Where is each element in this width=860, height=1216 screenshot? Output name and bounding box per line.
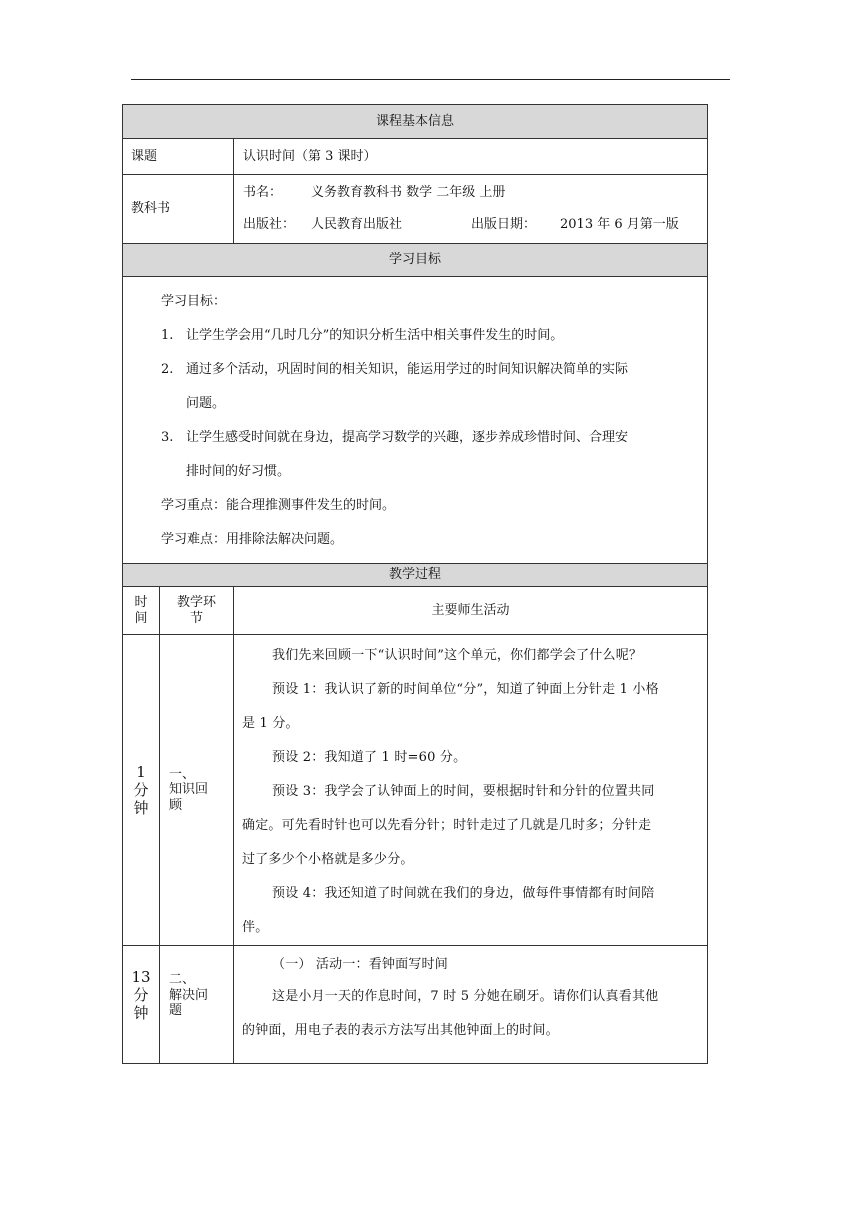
pub-date-value: 2013 年 6 月第一版 [560,217,679,232]
step-header-line: 节 [189,610,203,626]
objective-continuation: 排时间的好习惯。 [186,464,291,479]
time-column-header [123,587,160,635]
textbook-label: 教科书 [123,175,234,244]
book-name-row [243,177,707,209]
activity-line: 预设 4：我还知道了时间就在我们的身边，做每件事情都有时间陪 [272,886,655,901]
activity-line: 过了多少个小格就是多少分。 [242,852,414,867]
activity-line: 预设 2：我知道了 1 时=60 分。 [272,750,467,765]
step-text: 顾 [169,797,183,813]
objective-item [161,319,707,353]
objective-text: 通过多个活动，巩固时间的相关知识，能运用学过的时间知识解决简单的实际 [186,362,629,377]
difficulty-point: 学习难点：用排除法解决问题。 [161,532,344,547]
publisher-row [243,209,707,241]
process-heading: 教学过程 [123,564,708,587]
topic-label: 课题 [123,139,234,175]
objective-item [161,421,707,455]
duration-text: 13 [131,968,151,986]
time-header-line: 时 [134,594,148,610]
publisher-label: 出版社： [243,217,296,232]
activity-line: 预设 1：我认识了新的时间单位“分”，知道了钟面上分针走 1 小格 [272,682,659,697]
objective-number: 3. [161,430,174,445]
activity-subheading: （一） 活动一：看钟面写时间 [272,957,448,972]
activity-column-header: 主要师生活动 [234,587,708,635]
pub-date-label: 出版日期： [471,217,537,232]
step-text: 题 [169,1003,183,1019]
topic-value: 认识时间（第 3 课时） [234,139,708,175]
duration-text: 分 [133,781,149,799]
objectives-heading: 学习目标 [123,244,708,277]
objectives-intro: 学习目标： [161,294,227,309]
header-rule [131,79,730,80]
step-cell [160,635,234,946]
activity-line: 预设 3：我学会了认钟面上的时间，要根据时针和分针的位置共同 [272,784,655,799]
duration-text: 钟 [133,799,149,817]
lesson-plan-table [122,104,708,1064]
objective-item [161,353,707,387]
activity-line: 确定。可先看时针也可以先看分针；时针走过了几就是几时多；分针走 [242,818,652,833]
step-header-line: 教学环 [176,594,216,610]
duration-text: 分 [133,986,149,1004]
objective-number: 2. [161,362,174,377]
book-name-value: 义务教育教科书 数学 二年级 上册 [311,185,506,200]
book-name-label: 书名： [243,185,283,200]
publisher-value: 人民教育出版社 [311,217,403,232]
step-text: 知识回 [169,782,209,798]
activity-line: 我们先来回顾一下“认识时间”这个单元，你们都学会了什么呢？ [272,648,643,663]
step-column-header [160,587,234,635]
course-info-heading: 课程基本信息 [123,105,708,139]
objectives-body [123,277,708,564]
activity-cell [234,946,708,1064]
objective-text: 让学生感受时间就在身边，提高学习数学的兴趣，逐步养成珍惜时间、合理安 [186,430,629,445]
step-text: 二、 [169,972,196,987]
activity-cell [234,635,708,946]
step-cell [160,946,234,1064]
activity-line: 的钟面，用电子表的表示方法写出其他钟面上的时间。 [242,1023,559,1038]
textbook-details [234,175,708,244]
objective-continuation: 问题。 [186,396,226,411]
key-point: 学习重点：能合理推测事件发生的时间。 [161,498,396,513]
time-header-line: 间 [134,610,148,626]
duration-cell [123,635,160,946]
activity-line: 这是小月一天的作息时间，7 时 5 分她在刷牙。请你们认真看其他 [272,989,659,1004]
duration-text: 1 [136,763,146,781]
objective-number: 1. [161,328,174,343]
step-text: 一、 [169,766,196,782]
activity-line: 伴。 [242,920,269,935]
duration-text: 钟 [133,1004,149,1022]
step-text: 解决问 [169,987,209,1003]
duration-cell [123,946,160,1064]
objective-text: 让学生学会用“几时几分”的知识分析生活中相关事件发生的时间。 [186,328,564,343]
activity-line: 是 1 分。 [242,716,299,731]
